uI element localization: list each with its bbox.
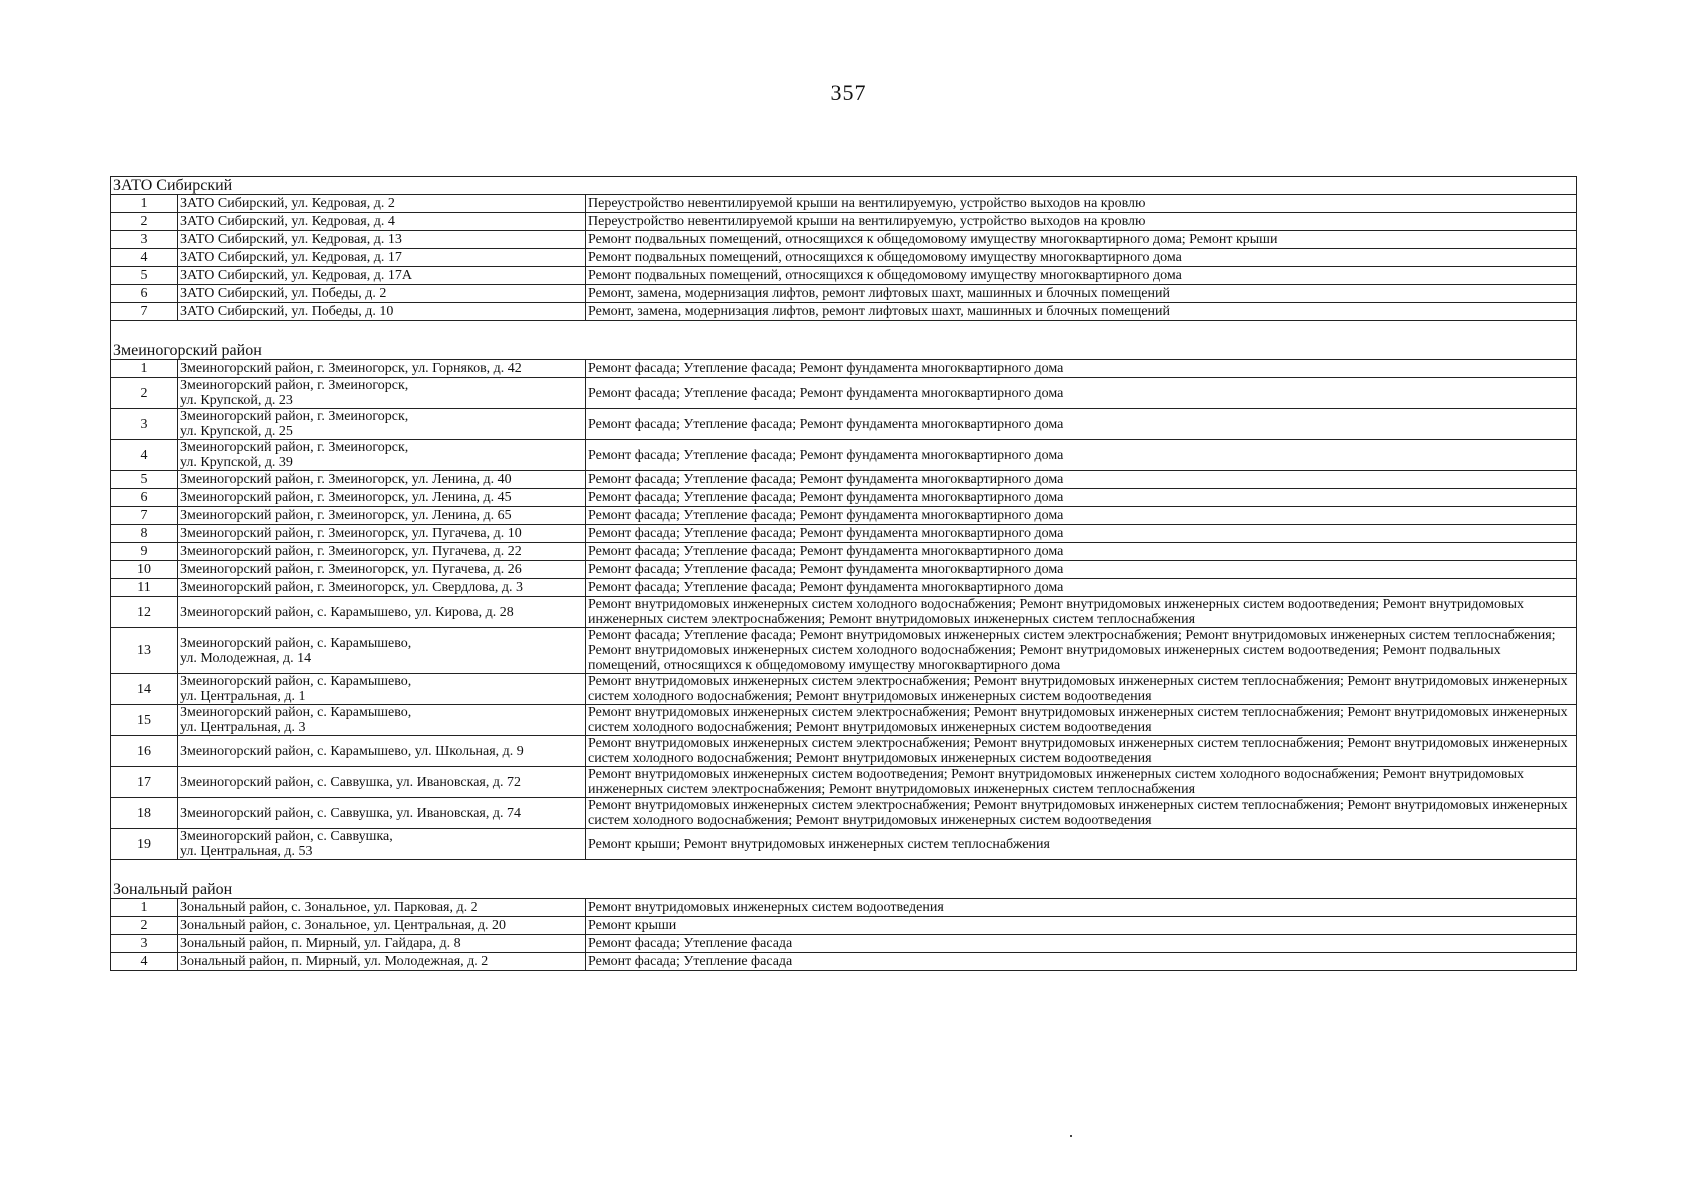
row-address: Зональный район, с. Зональное, ул. Центральная, д. 20 <box>178 917 586 935</box>
row-address: Зональный район, с. Зональное, ул. Парковая, д. 2 <box>178 899 586 917</box>
row-number: 19 <box>111 829 178 860</box>
row-number: 4 <box>111 249 178 267</box>
row-works: Ремонт фасада; Утепление фасада; Ремонт фундамента многоквартирного дома <box>586 525 1577 543</box>
row-address: Змеиногорский район, г. Змеиногорск, ул. Пугачева, д. 22 <box>178 543 586 561</box>
row-address: ЗАТО Сибирский, ул. Кедровая, д. 17 <box>178 249 586 267</box>
row-works: Ремонт фасада; Утепление фасада; Ремонт фундамента многоквартирного дома <box>586 561 1577 579</box>
table-row <box>111 767 1577 798</box>
row-works: Ремонт внутридомовых инженерных систем электроснабжения; Ремонт внутридомовых инженерных систем теплоснабжения; Ремонт внутридомовых инженерных систем холодного водоснабжения; Ремонт внутридомовых инженерных систем водоотведения <box>586 674 1577 705</box>
row-number: 6 <box>111 285 178 303</box>
table-row <box>111 360 1577 378</box>
row-works: Ремонт внутридомовых инженерных систем водоотведения <box>586 899 1577 917</box>
row-works: Ремонт внутридомовых инженерных систем холодного водоснабжения; Ремонт внутридомовых инженерных систем водоотведения; Ремонт внутридомовых инженерных систем электроснабжения; Ремонт внутридомовых инженерных систем теплоснабжения <box>586 597 1577 628</box>
row-address: ЗАТО Сибирский, ул. Кедровая, д. 4 <box>178 213 586 231</box>
row-number: 5 <box>111 471 178 489</box>
row-address: Змеиногорский район, г. Змеиногорск, ул. Ленина, д. 45 <box>178 489 586 507</box>
row-number: 3 <box>111 231 178 249</box>
table-row <box>111 507 1577 525</box>
row-number: 5 <box>111 267 178 285</box>
row-works: Ремонт подвальных помещений, относящихся к общедомовому имуществу многоквартирного дома <box>586 249 1577 267</box>
table-row <box>111 303 1577 321</box>
row-works: Ремонт внутридомовых инженерных систем водоотведения; Ремонт внутридомовых инженерных систем холодного водоснабжения; Ремонт внутридомовых инженерных систем электроснабжения; Ремонт внутридомовых инженерных систем теплоснабжения <box>586 767 1577 798</box>
row-address: Змеиногорский район, с. Карамышево, ул. Школьная, д. 9 <box>178 736 586 767</box>
table-body <box>111 177 1577 971</box>
row-address: ЗАТО Сибирский, ул. Победы, д. 10 <box>178 303 586 321</box>
row-address: Змеиногорский район, с. Карамышево, ул. Кирова, д. 28 <box>178 597 586 628</box>
row-works: Ремонт, замена, модернизация лифтов, ремонт лифтовых шахт, машинных и блочных помещений <box>586 285 1577 303</box>
scan-speck <box>1070 1135 1072 1137</box>
works-table <box>110 176 1577 971</box>
row-number: 4 <box>111 440 178 471</box>
row-address: Зональный район, п. Мирный, ул. Молодежная, д. 2 <box>178 953 586 971</box>
row-address: Змеиногорский район, с. Карамышево, ул. Центральная, д. 3 <box>178 705 586 736</box>
table-row <box>111 213 1577 231</box>
row-works: Ремонт фасада; Утепление фасада <box>586 935 1577 953</box>
row-number: 18 <box>111 798 178 829</box>
page-number: 357 <box>830 80 867 105</box>
row-number: 7 <box>111 507 178 525</box>
table-row <box>111 489 1577 507</box>
row-number: 3 <box>111 409 178 440</box>
row-address: ЗАТО Сибирский, ул. Кедровая, д. 2 <box>178 195 586 213</box>
row-address: Змеиногорский район, г. Змеиногорск, ул. Горняков, д. 42 <box>178 360 586 378</box>
row-works: Ремонт подвальных помещений, относящихся к общедомовому имуществу многоквартирного дома <box>586 267 1577 285</box>
row-works: Ремонт фасада; Утепление фасада; Ремонт фундамента многоквартирного дома <box>586 440 1577 471</box>
row-works: Ремонт фасада; Утепление фасада; Ремонт фундамента многоквартирного дома <box>586 489 1577 507</box>
row-address: Змеиногорский район, г. Змеиногорск, ул. Пугачева, д. 10 <box>178 525 586 543</box>
row-number: 1 <box>111 195 178 213</box>
table-row <box>111 579 1577 597</box>
section-header-row <box>111 321 1577 360</box>
row-address: Змеиногорский район, г. Змеиногорск, ул. Пугачева, д. 26 <box>178 561 586 579</box>
row-number: 1 <box>111 360 178 378</box>
row-number: 7 <box>111 303 178 321</box>
row-number: 2 <box>111 378 178 409</box>
table-row <box>111 798 1577 829</box>
table-row <box>111 231 1577 249</box>
row-number: 2 <box>111 917 178 935</box>
row-works: Ремонт подвальных помещений, относящихся к общедомовому имуществу многоквартирного дома; Ремонт крыши <box>586 231 1577 249</box>
row-works: Ремонт фасада; Утепление фасада; Ремонт фундамента многоквартирного дома <box>586 579 1577 597</box>
table-row <box>111 543 1577 561</box>
row-works: Ремонт фасада; Утепление фасада <box>586 953 1577 971</box>
row-works: Ремонт фасада; Утепление фасада; Ремонт фундамента многоквартирного дома <box>586 543 1577 561</box>
row-works: Ремонт внутридомовых инженерных систем электроснабжения; Ремонт внутридомовых инженерных систем теплоснабжения; Ремонт внутридомовых инженерных систем холодного водоснабжения; Ремонт внутридомовых инженерных систем водоотведения <box>586 705 1577 736</box>
row-address: Змеиногорский район, г. Змеиногорск, ул. Ленина, д. 65 <box>178 507 586 525</box>
row-address: ЗАТО Сибирский, ул. Победы, д. 2 <box>178 285 586 303</box>
table-row <box>111 195 1577 213</box>
row-number: 15 <box>111 705 178 736</box>
row-works: Ремонт фасада; Утепление фасада; Ремонт фундамента многоквартирного дома <box>586 360 1577 378</box>
row-number: 14 <box>111 674 178 705</box>
row-address: Змеиногорский район, г. Змеиногорск, ул. Крупской, д. 25 <box>178 409 586 440</box>
table-row <box>111 285 1577 303</box>
row-address: Змеиногорский район, с. Саввушка, ул. Центральная, д. 53 <box>178 829 586 860</box>
row-number: 17 <box>111 767 178 798</box>
row-address: Змеиногорский район, с. Карамышево, ул. Центральная, д. 1 <box>178 674 586 705</box>
row-works: Переустройство невентилируемой крыши на вентилируемую, устройство выходов на кровлю <box>586 195 1577 213</box>
table-row <box>111 674 1577 705</box>
row-number: 16 <box>111 736 178 767</box>
row-works: Ремонт внутридомовых инженерных систем электроснабжения; Ремонт внутридомовых инженерных систем теплоснабжения; Ремонт внутридомовых инженерных систем холодного водоснабжения; Ремонт внутридомовых инженерных систем водоотведения <box>586 736 1577 767</box>
row-number: 13 <box>111 628 178 674</box>
row-works: Переустройство невентилируемой крыши на вентилируемую, устройство выходов на кровлю <box>586 213 1577 231</box>
section-title: Зональный район <box>111 860 1577 899</box>
row-number: 3 <box>111 935 178 953</box>
table-row <box>111 628 1577 674</box>
row-address: Змеиногорский район, г. Змеиногорск, ул. Крупской, д. 39 <box>178 440 586 471</box>
row-address: Зональный район, п. Мирный, ул. Гайдара, д. 8 <box>178 935 586 953</box>
table-row <box>111 705 1577 736</box>
table-row <box>111 899 1577 917</box>
row-number: 2 <box>111 213 178 231</box>
table-row <box>111 917 1577 935</box>
row-address: Змеиногорский район, г. Змеиногорск, ул. Свердлова, д. 3 <box>178 579 586 597</box>
row-works: Ремонт фасада; Утепление фасада; Ремонт фундамента многоквартирного дома <box>586 378 1577 409</box>
row-address: ЗАТО Сибирский, ул. Кедровая, д. 13 <box>178 231 586 249</box>
table-row <box>111 440 1577 471</box>
section-header-row <box>111 860 1577 899</box>
row-works: Ремонт фасада; Утепление фасада; Ремонт внутридомовых инженерных систем электроснабжения; Ремонт внутридомовых инженерных систем теплоснабжения; Ремонт внутридомовых инженерных систем холодного водоснабжения; Ремонт внутридомовых инженерных систем водоотведения; Ремонт подвальных помещений, относящихся к общедомовому имуществу многоквартирного дома <box>586 628 1577 674</box>
section-title: ЗАТО Сибирский <box>111 177 1577 195</box>
row-works: Ремонт фасада; Утепление фасада; Ремонт фундамента многоквартирного дома <box>586 409 1577 440</box>
row-number: 12 <box>111 597 178 628</box>
row-address: Змеиногорский район, с. Саввушка, ул. Ивановская, д. 74 <box>178 798 586 829</box>
row-number: 4 <box>111 953 178 971</box>
table-row <box>111 953 1577 971</box>
row-number: 11 <box>111 579 178 597</box>
row-number: 6 <box>111 489 178 507</box>
row-number: 8 <box>111 525 178 543</box>
row-works: Ремонт, замена, модернизация лифтов, ремонт лифтовых шахт, машинных и блочных помещений <box>586 303 1577 321</box>
table-row <box>111 249 1577 267</box>
table-row <box>111 829 1577 860</box>
row-address: Змеиногорский район, с. Саввушка, ул. Ивановская, д. 72 <box>178 767 586 798</box>
section-header-row <box>111 177 1577 195</box>
row-address: ЗАТО Сибирский, ул. Кедровая, д. 17А <box>178 267 586 285</box>
table-row <box>111 378 1577 409</box>
table-row <box>111 736 1577 767</box>
row-number: 10 <box>111 561 178 579</box>
table-row <box>111 409 1577 440</box>
row-address: Змеиногорский район, с. Карамышево, ул. Молодежная, д. 14 <box>178 628 586 674</box>
row-works: Ремонт внутридомовых инженерных систем электроснабжения; Ремонт внутридомовых инженерных систем теплоснабжения; Ремонт внутридомовых инженерных систем холодного водоснабжения; Ремонт внутридомовых инженерных систем водоотведения <box>586 798 1577 829</box>
table-row <box>111 525 1577 543</box>
table-row <box>111 935 1577 953</box>
row-address: Змеиногорский район, г. Змеиногорск, ул. Ленина, д. 40 <box>178 471 586 489</box>
section-title: Змеиногорский район <box>111 321 1577 360</box>
row-number: 1 <box>111 899 178 917</box>
table-row <box>111 267 1577 285</box>
row-works: Ремонт крыши; Ремонт внутридомовых инженерных систем теплоснабжения <box>586 829 1577 860</box>
table-row <box>111 471 1577 489</box>
row-works: Ремонт фасада; Утепление фасада; Ремонт фундамента многоквартирного дома <box>586 471 1577 489</box>
table-row <box>111 597 1577 628</box>
row-address: Змеиногорский район, г. Змеиногорск, ул. Крупской, д. 23 <box>178 378 586 409</box>
row-works: Ремонт крыши <box>586 917 1577 935</box>
table-row <box>111 561 1577 579</box>
row-works: Ремонт фасада; Утепление фасада; Ремонт фундамента многоквартирного дома <box>586 507 1577 525</box>
row-number: 9 <box>111 543 178 561</box>
